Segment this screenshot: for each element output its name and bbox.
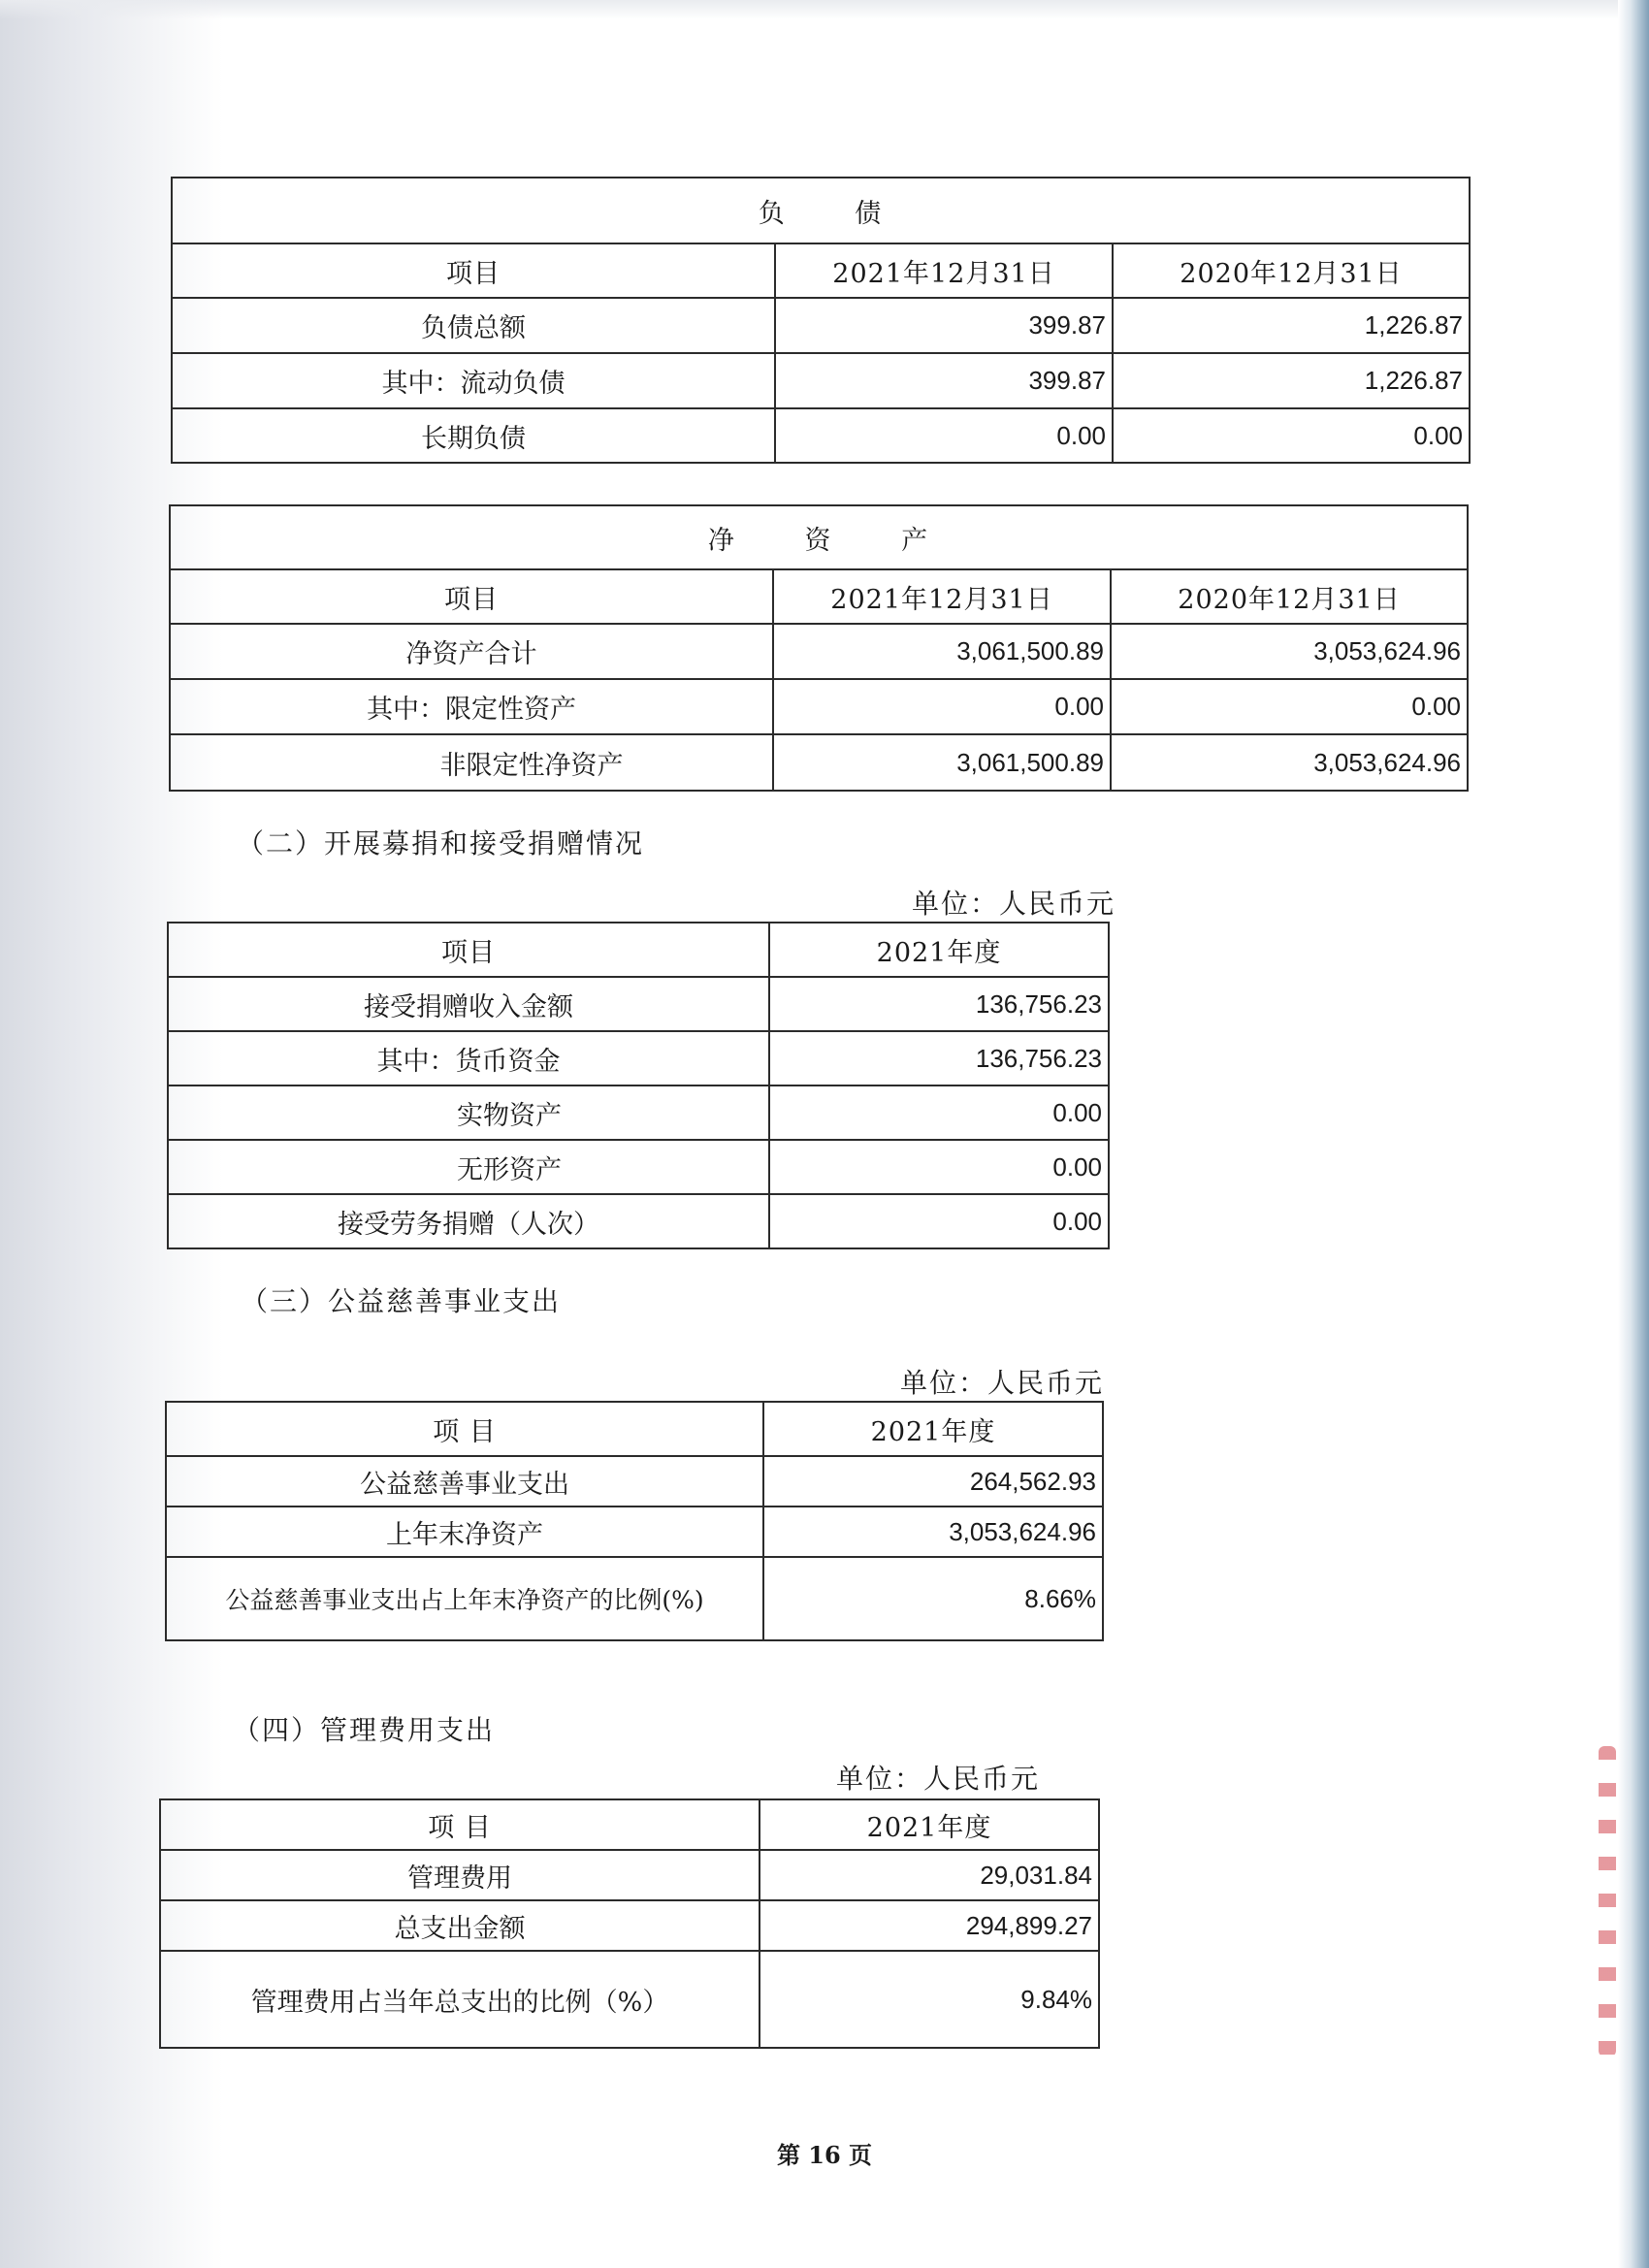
row-label: 管理费用占当年总支出的比例（%） xyxy=(160,1951,760,2048)
row-value: 9.84% xyxy=(760,1951,1099,2048)
row-label: 接受劳务捐赠（人次） xyxy=(168,1194,769,1248)
header-2020: 2020年12月31日 xyxy=(1111,569,1468,624)
value-2020: 0.00 xyxy=(1111,679,1468,734)
value-2020: 1,226.87 xyxy=(1113,298,1470,353)
liabilities-table xyxy=(171,177,1471,464)
table-row xyxy=(160,1900,1099,1951)
seal-edge-mark xyxy=(1599,1746,1616,2057)
value-2020: 3,053,624.96 xyxy=(1111,624,1468,679)
row-label: 实物资产 xyxy=(168,1085,769,1140)
table-header-row xyxy=(168,923,1109,977)
table-row xyxy=(170,679,1468,734)
scan-shadow-top xyxy=(0,0,1649,19)
row-label: 其中：流动负债 xyxy=(172,353,775,408)
row-value: 136,756.23 xyxy=(769,977,1109,1031)
header-2021: 2021年度 xyxy=(763,1402,1103,1456)
table-row xyxy=(170,734,1468,791)
header-2021: 2021年度 xyxy=(769,923,1109,977)
unit-label-charity: 单位：人民币元 xyxy=(900,1367,1105,1399)
row-value: 8.66% xyxy=(763,1557,1103,1640)
row-label: 接受捐赠收入金额 xyxy=(168,977,769,1031)
row-value: 136,756.23 xyxy=(769,1031,1109,1085)
row-label: 其中：货币资金 xyxy=(168,1031,769,1085)
table-row xyxy=(172,408,1470,463)
value-2021: 0.00 xyxy=(773,679,1111,734)
row-label: 公益慈善事业支出占上年末净资产的比例(%) xyxy=(166,1557,763,1640)
row-label: 其中：限定性资产 xyxy=(170,679,773,734)
value-2020: 3,053,624.96 xyxy=(1111,734,1468,791)
header-item: 项目 xyxy=(170,569,773,624)
header-2021: 2021年度 xyxy=(760,1799,1099,1850)
liabilities-title: 负 债 xyxy=(758,198,884,229)
table-row xyxy=(168,1140,1109,1194)
row-label: 管理费用 xyxy=(160,1850,760,1900)
row-label: 上年末净资产 xyxy=(166,1507,763,1557)
table-row xyxy=(168,1194,1109,1248)
row-value: 0.00 xyxy=(769,1085,1109,1140)
table-row xyxy=(170,624,1468,679)
table-header-row xyxy=(170,569,1468,624)
table-header-row xyxy=(166,1402,1103,1456)
table-header-row xyxy=(172,243,1470,298)
table-row xyxy=(172,353,1470,408)
table-row xyxy=(166,1456,1103,1507)
unit-label-donations: 单位：人民币元 xyxy=(912,888,1116,920)
row-label: 非限定性净资产 xyxy=(170,734,773,791)
value-2021: 399.87 xyxy=(775,353,1113,408)
value-2020: 0.00 xyxy=(1113,408,1470,463)
section-heading-donations: （二）开展募捐和接受捐赠情况 xyxy=(237,827,645,859)
table-row xyxy=(172,298,1470,353)
row-label: 无形资产 xyxy=(168,1140,769,1194)
table-row xyxy=(160,1951,1099,2048)
row-value: 3,053,624.96 xyxy=(763,1507,1103,1557)
header-item: 项目 xyxy=(168,923,769,977)
net-assets-table xyxy=(169,504,1469,792)
table-row xyxy=(166,1507,1103,1557)
row-label: 公益慈善事业支出 xyxy=(166,1456,763,1507)
row-value: 264,562.93 xyxy=(763,1456,1103,1507)
value-2020: 1,226.87 xyxy=(1113,353,1470,408)
header-item: 项目 xyxy=(172,243,775,298)
table-row xyxy=(168,1085,1109,1140)
donations-table xyxy=(167,922,1110,1249)
header-2020: 2020年12月31日 xyxy=(1113,243,1470,298)
net-assets-title: 净 资 产 xyxy=(707,525,930,556)
header-2021: 2021年12月31日 xyxy=(773,569,1111,624)
table-row xyxy=(166,1557,1103,1640)
unit-label-admin: 单位：人民币元 xyxy=(836,1763,1041,1795)
table-row xyxy=(168,977,1109,1031)
row-label: 长期负债 xyxy=(172,408,775,463)
admin-table xyxy=(159,1798,1100,2049)
section-heading-charity: （三）公益慈善事业支出 xyxy=(241,1285,562,1317)
value-2021: 0.00 xyxy=(775,408,1113,463)
row-value: 29,031.84 xyxy=(760,1850,1099,1900)
table-title-row xyxy=(172,178,1470,243)
row-label: 净资产合计 xyxy=(170,624,773,679)
table-header-row xyxy=(160,1799,1099,1850)
value-2021: 399.87 xyxy=(775,298,1113,353)
row-value: 294,899.27 xyxy=(760,1900,1099,1951)
row-value: 0.00 xyxy=(769,1140,1109,1194)
row-label: 负债总额 xyxy=(172,298,775,353)
row-label: 总支出金额 xyxy=(160,1900,760,1951)
scan-edge xyxy=(1618,0,1649,2268)
table-row xyxy=(168,1031,1109,1085)
value-2021: 3,061,500.89 xyxy=(773,734,1111,791)
table-row xyxy=(160,1850,1099,1900)
header-item: 项 目 xyxy=(160,1799,760,1850)
table-title-row xyxy=(170,505,1468,569)
row-value: 0.00 xyxy=(769,1194,1109,1248)
charity-table xyxy=(165,1401,1104,1641)
value-2021: 3,061,500.89 xyxy=(773,624,1111,679)
section-heading-admin: （四）管理费用支出 xyxy=(233,1714,496,1746)
header-item: 项 目 xyxy=(166,1402,763,1456)
page-number: 第 16 页 xyxy=(776,2141,873,2169)
header-2021: 2021年12月31日 xyxy=(775,243,1113,298)
